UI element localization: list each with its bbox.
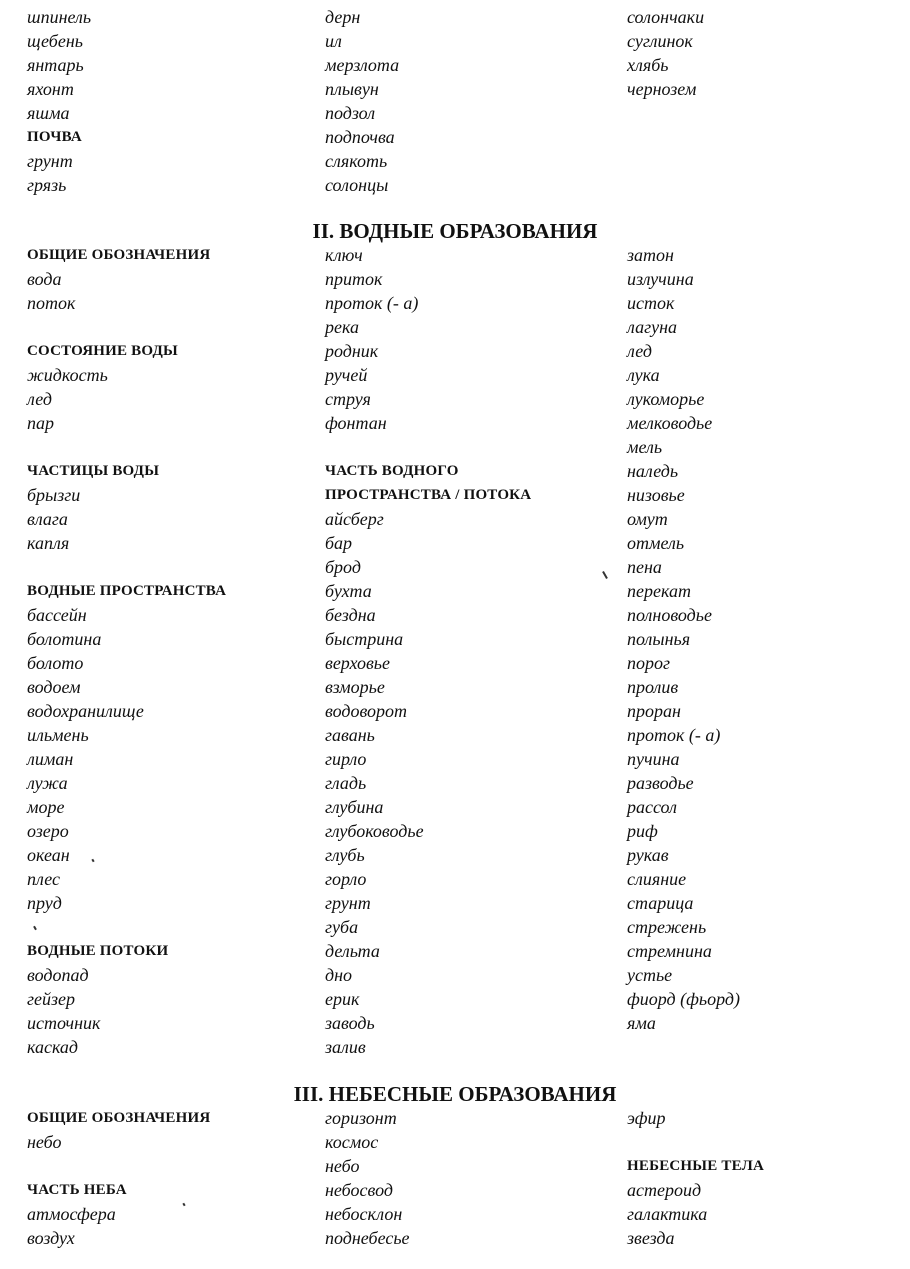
term-item: подзол bbox=[325, 103, 376, 123]
term-item: губа bbox=[325, 917, 359, 937]
term-item: небосвод bbox=[325, 1180, 393, 1200]
term-item: омут bbox=[627, 509, 668, 529]
spacer bbox=[325, 435, 531, 459]
category-heading: ЧАСТЬ НЕБА bbox=[27, 1182, 127, 1198]
term-item: мель bbox=[627, 437, 663, 457]
term-item: наледь bbox=[627, 461, 679, 481]
term-item: дно bbox=[325, 965, 353, 985]
term-item: перекат bbox=[627, 581, 691, 601]
term-item: брод bbox=[325, 557, 361, 577]
term-item: рукав bbox=[627, 845, 669, 865]
section-1-continuation bbox=[0, 5, 910, 200]
term-item: небо bbox=[27, 1132, 62, 1152]
term-item: грязь bbox=[27, 175, 67, 195]
term-item: грунт bbox=[325, 893, 371, 913]
term-item: воздух bbox=[27, 1228, 75, 1248]
term-item: водоем bbox=[27, 677, 81, 697]
term-item: полынья bbox=[627, 629, 691, 649]
term-item: астероид bbox=[627, 1180, 702, 1200]
term-item: приток bbox=[325, 269, 383, 289]
term-item: слякоть bbox=[325, 151, 388, 171]
term-item: слияние bbox=[627, 869, 687, 889]
term-item: мерзлота bbox=[325, 55, 400, 75]
term-item: глубь bbox=[325, 845, 365, 865]
term-item: стрежень bbox=[627, 917, 707, 937]
term-item: лука bbox=[627, 365, 660, 385]
spacer bbox=[27, 315, 226, 339]
term-item: солончаки bbox=[627, 7, 705, 27]
term-item: лед bbox=[27, 389, 52, 409]
column-2 bbox=[325, 1106, 410, 1250]
category-heading: ОБЩИЕ ОБОЗНАЧЕНИЯ bbox=[27, 1110, 211, 1126]
column-1 bbox=[27, 1106, 210, 1250]
term-item: ерик bbox=[325, 989, 360, 1009]
term-item: пролив bbox=[627, 677, 679, 697]
term-item: водохранилище bbox=[27, 701, 144, 721]
term-item: глубоководье bbox=[325, 821, 424, 841]
term-item: болото bbox=[27, 653, 84, 673]
term-item: жидкость bbox=[27, 365, 108, 385]
term-item: гладь bbox=[325, 773, 367, 793]
term-item: струя bbox=[325, 389, 371, 409]
term-item: проток (- а) bbox=[325, 293, 419, 313]
term-item: брызги bbox=[27, 485, 81, 505]
term-item: хлябь bbox=[627, 55, 669, 75]
term-item: пруд bbox=[27, 893, 62, 913]
column-2 bbox=[325, 5, 399, 197]
section-title-water: II. ВОДНЫЕ ОБРАЗОВАНИЯ bbox=[312, 219, 598, 243]
term-item: лукоморье bbox=[627, 389, 705, 409]
term-item: излучина bbox=[627, 269, 694, 289]
category-heading: ОБЩИЕ ОБОЗНАЧЕНИЯ bbox=[27, 247, 211, 263]
term-item: бездна bbox=[325, 605, 376, 625]
term-item: пар bbox=[27, 413, 54, 433]
term-item: озеро bbox=[27, 821, 69, 841]
term-item: бар bbox=[325, 533, 353, 553]
term-item: гавань bbox=[325, 725, 375, 745]
column-3 bbox=[627, 243, 740, 1035]
term-item: поток bbox=[27, 293, 76, 313]
term-item: эфир bbox=[627, 1108, 666, 1128]
term-item: щебень bbox=[27, 31, 83, 51]
term-item: гирло bbox=[325, 749, 367, 769]
term-item: яхонт bbox=[27, 79, 74, 99]
term-item: низовье bbox=[627, 485, 685, 505]
term-item: верховье bbox=[325, 653, 390, 673]
term-item: водопад bbox=[27, 965, 89, 985]
term-item: затон bbox=[627, 245, 674, 265]
term-item: ил bbox=[325, 31, 342, 51]
term-item: суглинок bbox=[627, 31, 693, 51]
term-item: порог bbox=[627, 653, 671, 673]
category-heading: СОСТОЯНИЕ ВОДЫ bbox=[27, 343, 178, 359]
term-item: подпочва bbox=[325, 127, 395, 147]
term-item: атмосфера bbox=[27, 1204, 116, 1224]
column-1 bbox=[27, 243, 226, 1059]
term-item: яшма bbox=[27, 103, 70, 123]
term-item: лед bbox=[627, 341, 652, 361]
term-item: отмель bbox=[627, 533, 685, 553]
term-item: дельта bbox=[325, 941, 380, 961]
spacer bbox=[27, 915, 226, 939]
term-item: устье bbox=[627, 965, 673, 985]
column-2 bbox=[325, 243, 531, 1059]
term-item: океан bbox=[27, 845, 70, 865]
term-item: риф bbox=[627, 821, 658, 841]
term-item: река bbox=[325, 317, 359, 337]
category-heading: ПОЧВА bbox=[27, 129, 82, 145]
term-item: родник bbox=[325, 341, 379, 361]
term-item: ручей bbox=[325, 365, 368, 385]
term-item: бухта bbox=[325, 581, 372, 601]
term-item: взморье bbox=[325, 677, 385, 697]
term-item: яма bbox=[627, 1013, 656, 1033]
term-item: источник bbox=[27, 1013, 101, 1033]
term-item: звезда bbox=[627, 1228, 675, 1248]
column-1 bbox=[27, 5, 91, 197]
term-item: горло bbox=[325, 869, 367, 889]
term-item: чернозем bbox=[627, 79, 697, 99]
column-3 bbox=[627, 1106, 764, 1250]
term-item: лиман bbox=[27, 749, 74, 769]
term-item: капля bbox=[27, 533, 70, 553]
spacer bbox=[27, 555, 226, 579]
category-heading: ЧАСТЬ ВОДНОГО bbox=[325, 463, 459, 479]
term-item: бассейн bbox=[27, 605, 87, 625]
category-heading: ЧАСТИЦЫ ВОДЫ bbox=[27, 463, 160, 479]
term-item: плес bbox=[27, 869, 61, 889]
spacer bbox=[627, 1130, 764, 1154]
term-item: каскад bbox=[27, 1037, 79, 1057]
category-heading: ВОДНЫЕ ПОТОКИ bbox=[27, 943, 169, 959]
term-item: разводье bbox=[627, 773, 694, 793]
section-title-sky: III. НЕБЕСНЫЕ ОБРАЗОВАНИЯ bbox=[293, 1082, 617, 1106]
term-item: полноводье bbox=[627, 605, 712, 625]
term-item: небо bbox=[325, 1156, 360, 1176]
term-item: быстрина bbox=[325, 629, 404, 649]
spacer bbox=[27, 435, 226, 459]
term-item: поднебесье bbox=[325, 1228, 410, 1248]
term-item: проран bbox=[627, 701, 681, 721]
term-item: залив bbox=[325, 1037, 366, 1057]
term-item: айсберг bbox=[325, 509, 384, 529]
term-item: заводь bbox=[325, 1013, 375, 1033]
section-water-formations bbox=[0, 243, 910, 1063]
term-item: небосклон bbox=[325, 1204, 403, 1224]
term-item: солонцы bbox=[325, 175, 389, 195]
term-item: пена bbox=[627, 557, 662, 577]
term-item: ильмень bbox=[27, 725, 89, 745]
term-item: галактика bbox=[627, 1204, 708, 1224]
term-item: исток bbox=[627, 293, 675, 313]
category-heading: ПРОСТРАНСТВА / ПОТОКА bbox=[325, 487, 532, 503]
term-item: вода bbox=[27, 269, 62, 289]
term-item: море bbox=[27, 797, 65, 817]
term-item: фонтан bbox=[325, 413, 387, 433]
term-item: мелководье bbox=[627, 413, 713, 433]
term-item: грунт bbox=[27, 151, 73, 171]
term-item: ключ bbox=[325, 245, 363, 265]
term-item: влага bbox=[27, 509, 68, 529]
term-item: лагуна bbox=[627, 317, 678, 337]
term-item: пучина bbox=[627, 749, 680, 769]
term-item: болотина bbox=[27, 629, 102, 649]
section-sky-formations bbox=[0, 1106, 910, 1266]
spacer bbox=[27, 1154, 210, 1178]
term-item: глубина bbox=[325, 797, 384, 817]
column-3 bbox=[627, 5, 704, 101]
term-item: старица bbox=[627, 893, 694, 913]
category-heading: ВОДНЫЕ ПРОСТРАНСТВА bbox=[27, 583, 227, 599]
term-item: рассол bbox=[627, 797, 677, 817]
term-item: водоворот bbox=[325, 701, 408, 721]
term-item: космос bbox=[325, 1132, 379, 1152]
term-item: фиорд (фьорд) bbox=[627, 989, 740, 1009]
term-item: горизонт bbox=[325, 1108, 397, 1128]
term-item: лужа bbox=[27, 773, 68, 793]
term-item: янтарь bbox=[27, 55, 84, 75]
term-item: шпинель bbox=[27, 7, 92, 27]
category-heading: НЕБЕСНЫЕ ТЕЛА bbox=[627, 1158, 764, 1174]
term-item: стремнина bbox=[627, 941, 712, 961]
term-item: плывун bbox=[325, 79, 379, 99]
term-item: гейзер bbox=[27, 989, 76, 1009]
term-item: дерн bbox=[325, 7, 361, 27]
term-item: проток (- а) bbox=[627, 725, 721, 745]
